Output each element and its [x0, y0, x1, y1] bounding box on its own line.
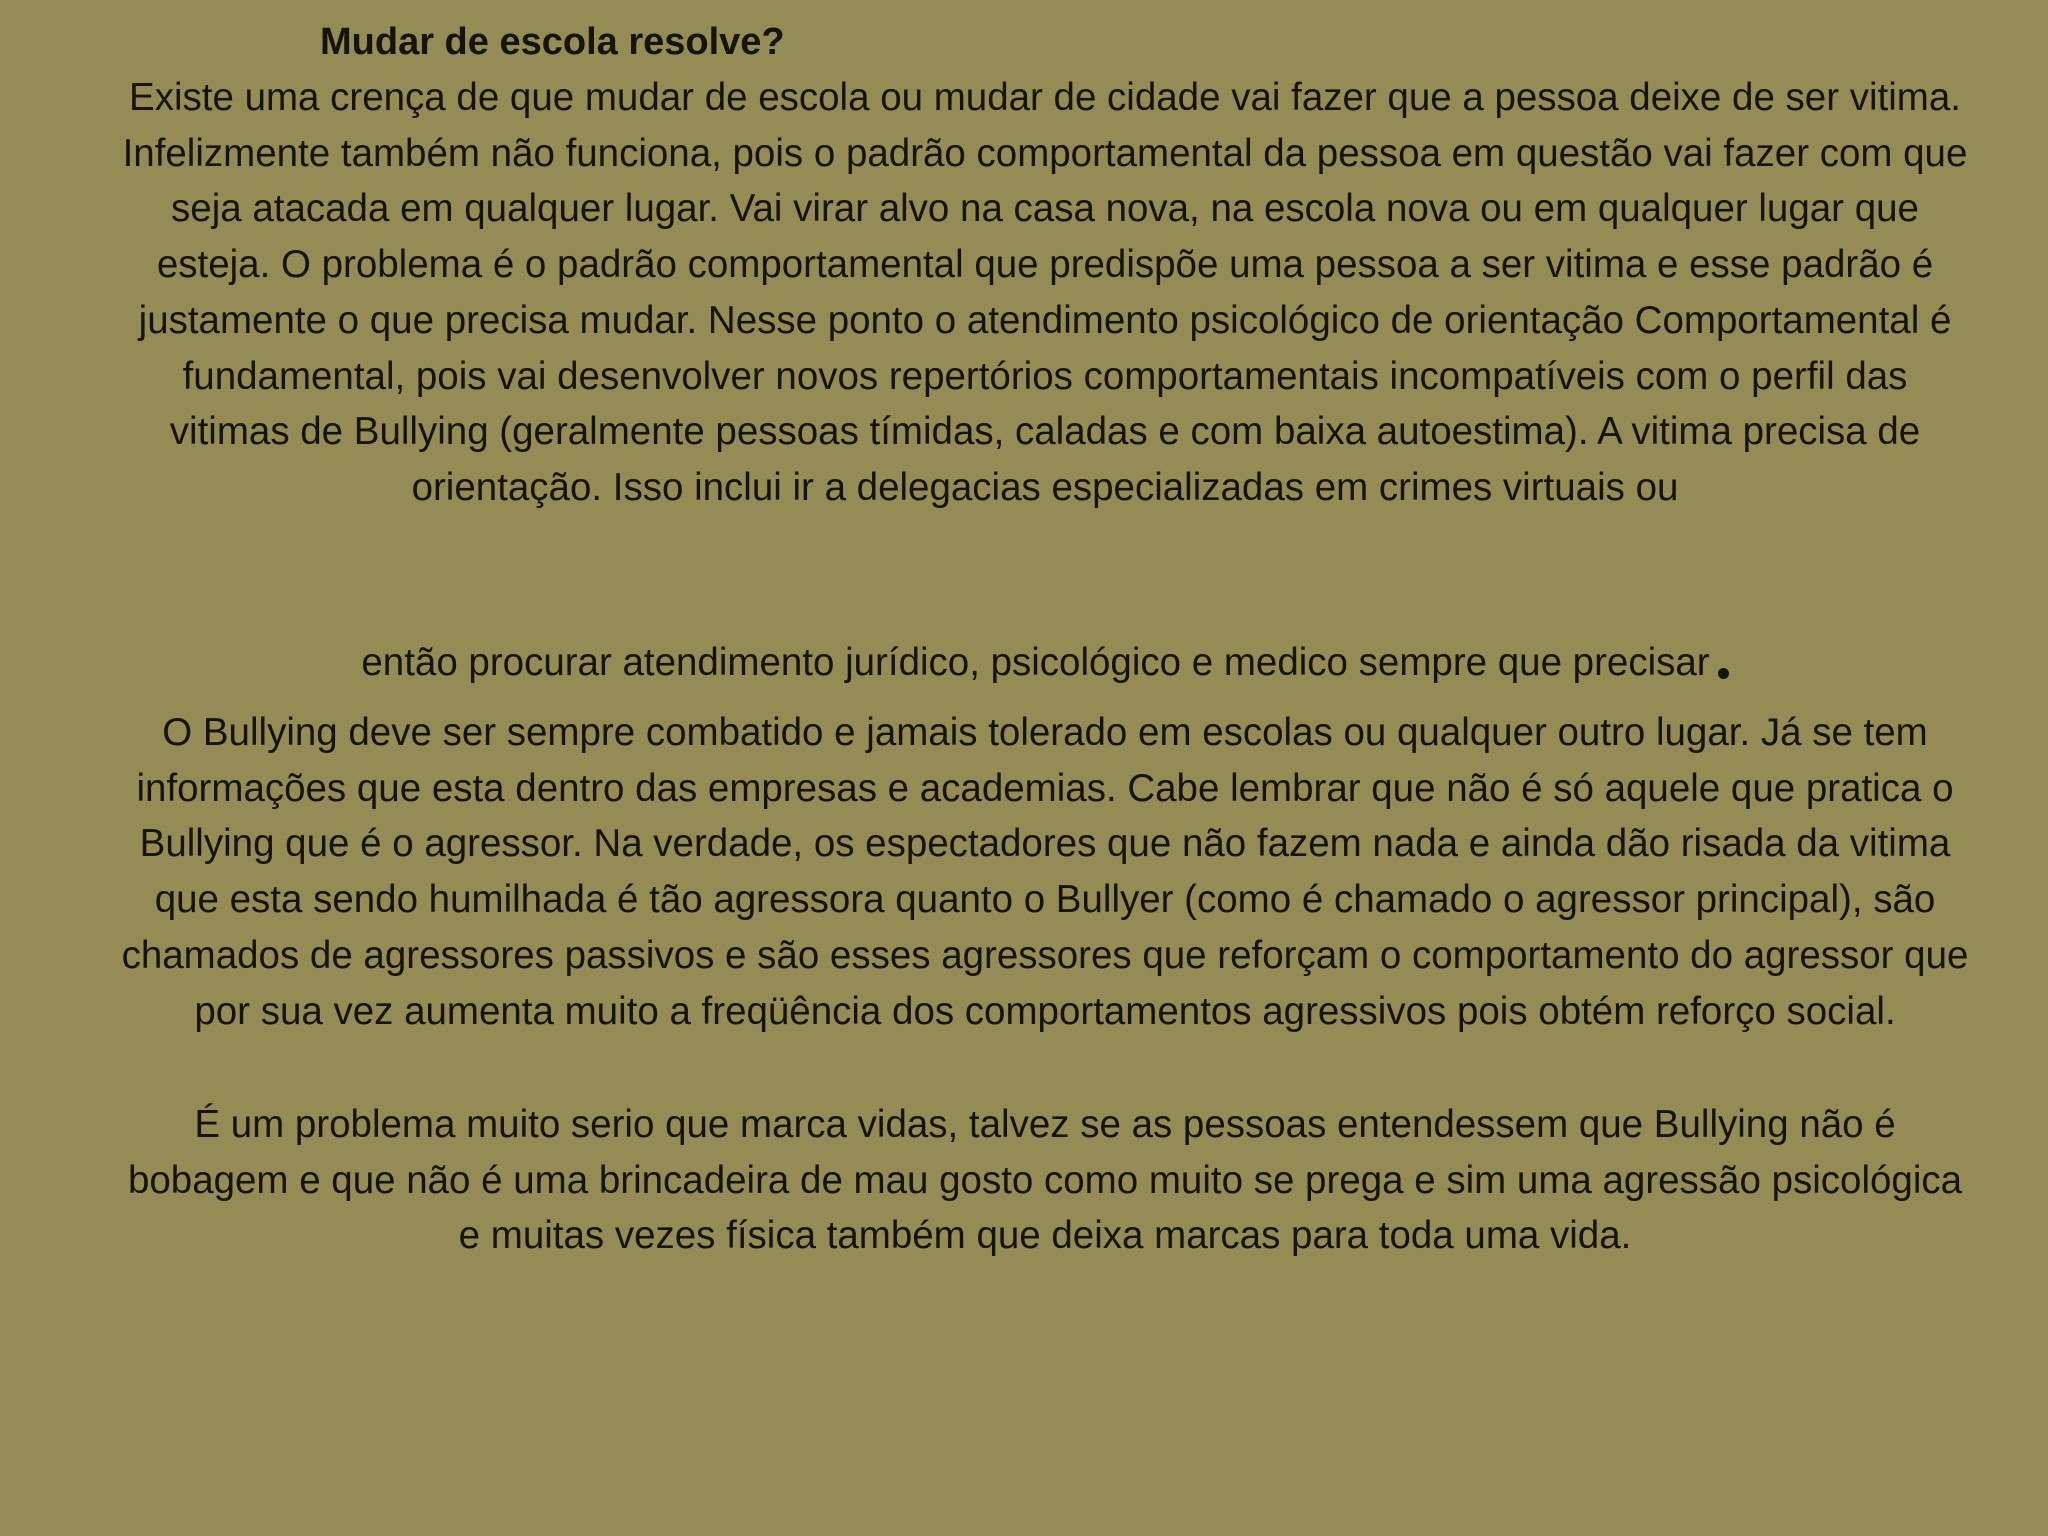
- paragraph-combat-bullying: O Bullying deve ser sempre combatido e jamais tolerado em escolas ou qualquer outro lugar. Já se tem informações que esta dentro das empresas e academias. Cabe lembrar que não é só aquele que pratica o Bullying que é o agressor. Na verdade, os espectadores que não fazem nada e ainda dão risada da vitima que esta sendo humilhada é tão agressora quanto o Bullyer (como é chamado o agressor principal), são chamados de agressores passivos e são esses agressores que reforçam o comportamento do agressor que por sua vez aumenta muito a freqüência dos comportamentos agressivos pois obtém reforço social.: [121, 711, 1969, 1033]
- slide-title: Mudar de escola resolve?: [320, 21, 785, 63]
- paragraph-seek-help-container: [120, 635, 1970, 691]
- paragraph-serious-problem: É um problema muito serio que marca vidas, talvez se as pessoas entendessem que Bullying não é bobagem e que não é uma brincadeira de mau gosto como muito se prega e sim uma agressão psicológica e muitas vezes física também que deixa marcas para toda uma vida.: [127, 1103, 1963, 1258]
- paragraph-seek-help: então procurar atendimento jurídico, psicológico e medico sempre que precisar: [361, 641, 1710, 684]
- paragraph-school-change: Existe uma crença de que mudar de escola ou mudar de cidade vai fazer que a pessoa deixe de ser vitima. Infelizmente também não funciona, pois o padrão comportamental da pessoa em questão vai fazer com que seja atacada em qualquer lugar. Vai virar alvo na casa nova, na escola nova ou em qualquer lugar que esteja. O problema é o padrão comportamental que predispõe uma pessoa a ser vitima e esse padrão é justamente o que precisa mudar. Nesse ponto o atendimento psicológico de orientação Comportamental é fundamental, pois vai desenvolver novos repertórios comportamentais incompatíveis com o perfil das vitimas de Bullying (geralmente pessoas tímidas, caladas e com baixa autoestima). A vitima precisa de orientação. Isso inclui ir a delegacias especializadas em crimes virtuais ou: [122, 76, 1968, 509]
- bullet-dot: [1718, 668, 1729, 679]
